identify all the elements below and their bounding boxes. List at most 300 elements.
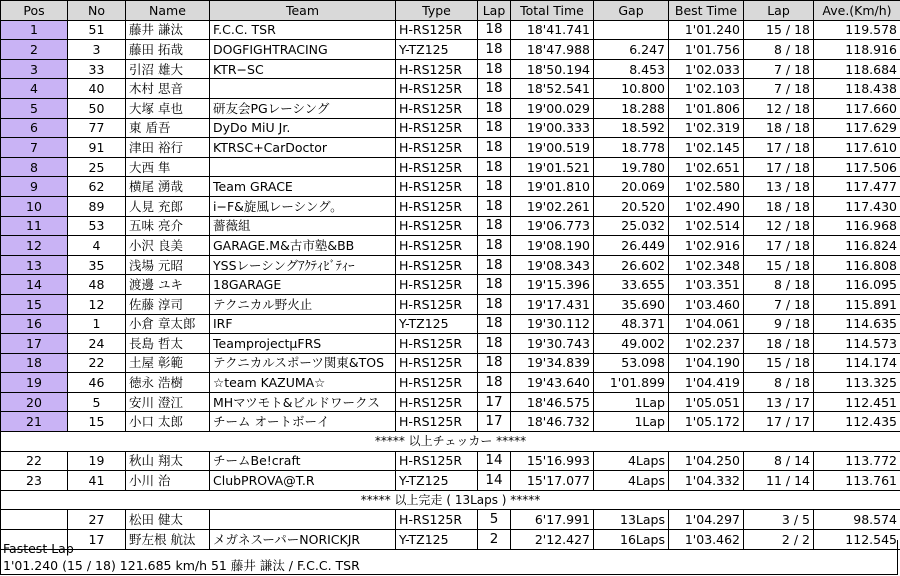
row-total-time: 2'12.427 [511,530,594,550]
row-lap: 18 [478,294,511,314]
table-row [1,59,900,79]
row-team: 研友会PGレーシング [210,98,396,118]
row-pos: 1 [1,20,68,40]
row-best-time: 1'03.462 [669,530,744,550]
row-pos: 17 [1,334,68,354]
row-total-time: 19'15.396 [511,275,594,295]
row-best-time: 1'02.145 [669,138,744,158]
row-type: H-RS125R [396,20,478,40]
row-average-speed: 118.438 [814,79,900,99]
row-no: 1 [68,314,126,334]
row-name: 津田 裕行 [126,138,210,158]
row-team: テクニカルスポーツ関東&TOS [210,353,396,373]
header-type: Type [396,1,478,21]
row-gap: 4Laps [594,471,669,491]
row-best-time: 1'03.351 [669,275,744,295]
row-total-time: 18'50.194 [511,59,594,79]
row-best-lap: 9 / 18 [744,314,814,334]
row-best-lap: 12 / 18 [744,98,814,118]
row-gap: 49.002 [594,334,669,354]
header-team: Team [210,1,396,21]
row-total-time: 19'00.519 [511,138,594,158]
row-pos: 20 [1,392,68,412]
row-name: 東 盾吾 [126,118,210,138]
row-best-lap: 18 / 18 [744,196,814,216]
row-name: 藤井 謙汰 [126,20,210,40]
row-gap: 25.032 [594,216,669,236]
row-no: 25 [68,157,126,177]
row-pos: 9 [1,177,68,197]
row-average-speed: 118.916 [814,40,900,60]
table-row [1,412,900,432]
row-pos: 8 [1,157,68,177]
row-lap: 2 [478,530,511,550]
row-best-lap: 7 / 18 [744,294,814,314]
row-best-lap: 17 / 18 [744,138,814,158]
row-total-time: 18'47.988 [511,40,594,60]
row-best-time: 1'04.250 [669,451,744,471]
row-average-speed: 113.772 [814,451,900,471]
row-best-lap: 12 / 18 [744,216,814,236]
row-type: H-RS125R [396,510,478,530]
fastest-lap-box [0,540,898,575]
row-best-lap: 2 / 2 [744,530,814,550]
table-row [1,40,900,60]
row-type: H-RS125R [396,255,478,275]
table-row [1,392,900,412]
table-row [1,294,900,314]
row-name: 人見 充郎 [126,196,210,216]
row-gap: 1Lap [594,392,669,412]
row-pos: 11 [1,216,68,236]
row-best-time: 1'04.061 [669,314,744,334]
row-type: Y-TZ125 [396,471,478,491]
row-best-time: 1'05.172 [669,412,744,432]
row-name: 藤田 拓哉 [126,40,210,60]
row-team: 薔薇組 [210,216,396,236]
row-best-lap: 13 / 18 [744,177,814,197]
table-row [1,314,900,334]
row-average-speed: 116.095 [814,275,900,295]
row-name: 引沼 雄大 [126,59,210,79]
row-average-speed: 114.573 [814,334,900,354]
row-no: 33 [68,59,126,79]
table-row [1,20,900,40]
row-total-time: 19'30.743 [511,334,594,354]
row-name: 土屋 彰範 [126,353,210,373]
header-total-time: Total Time [511,1,594,21]
row-best-lap: 18 / 18 [744,334,814,354]
row-team: KTR−SC [210,59,396,79]
row-best-time: 1'02.237 [669,334,744,354]
row-team: ☆team KAZUMA☆ [210,373,396,393]
row-type: Y-TZ125 [396,40,478,60]
row-gap: 18.778 [594,138,669,158]
row-average-speed: 116.808 [814,255,900,275]
row-best-time: 1'04.297 [669,510,744,530]
table-row [1,79,900,99]
table-row [1,196,900,216]
row-type: H-RS125R [396,59,478,79]
table-row [1,451,900,471]
row-best-lap: 17 / 18 [744,236,814,256]
row-name: 徳永 浩樹 [126,373,210,393]
table-row [1,118,900,138]
row-type: H-RS125R [396,138,478,158]
row-no: 3 [68,40,126,60]
row-no: 53 [68,216,126,236]
row-team: ClubPROVA@T.R [210,471,396,491]
header-name: Name [126,1,210,21]
row-average-speed: 117.506 [814,157,900,177]
row-team: F.C.C. TSR [210,20,396,40]
row-no: 35 [68,255,126,275]
row-best-lap: 8 / 18 [744,373,814,393]
row-lap: 18 [478,118,511,138]
row-type: H-RS125R [396,79,478,99]
row-type: Y-TZ125 [396,530,478,550]
row-best-time: 1'02.916 [669,236,744,256]
row-best-lap: 17 / 17 [744,412,814,432]
row-pos: 14 [1,275,68,295]
table-row [1,138,900,158]
row-gap: 18.288 [594,98,669,118]
fastest-lap-text: 1'01.240 (15 / 18) 121.685 km/h 51 藤井 謙汰 / F.C.C. TSR [3,558,360,573]
row-team: TeamprojectμFRS [210,334,396,354]
checker-separator: ***** 以上チェッカー ***** [1,432,900,452]
row-average-speed: 114.635 [814,314,900,334]
row-lap: 17 [478,412,511,432]
row-best-time: 1'02.651 [669,157,744,177]
row-average-speed: 98.574 [814,510,900,530]
row-type: H-RS125R [396,392,478,412]
row-pos: 19 [1,373,68,393]
row-total-time: 18'46.732 [511,412,594,432]
row-total-time: 6'17.991 [511,510,594,530]
row-no: 19 [68,451,126,471]
row-lap: 18 [478,314,511,334]
row-lap: 18 [478,334,511,354]
header-best-time: Best Time [669,1,744,21]
row-type: H-RS125R [396,412,478,432]
row-best-lap: 7 / 18 [744,79,814,99]
row-average-speed: 112.545 [814,530,900,550]
row-average-speed: 116.968 [814,216,900,236]
row-best-lap: 8 / 14 [744,451,814,471]
row-team: チーム オートボーイ [210,412,396,432]
row-total-time: 18'52.541 [511,79,594,99]
row-pos: 22 [1,451,68,471]
row-lap: 18 [478,373,511,393]
row-gap: 1Lap [594,412,669,432]
row-average-speed: 114.174 [814,353,900,373]
row-type: H-RS125R [396,118,478,138]
row-no: 48 [68,275,126,295]
row-pos: 21 [1,412,68,432]
row-average-speed: 116.824 [814,236,900,256]
row-pos: 2 [1,40,68,60]
row-no: 40 [68,79,126,99]
row-team: MHマツモト&ビルドワークス [210,392,396,412]
row-best-lap: 15 / 18 [744,255,814,275]
row-team [210,510,396,530]
row-total-time: 18'41.741 [511,20,594,40]
row-type: H-RS125R [396,98,478,118]
table-row [1,216,900,236]
row-total-time: 19'01.810 [511,177,594,197]
row-team: YSSレーシングｱｸﾃｨﾋﾞﾃｨｰ [210,255,396,275]
row-gap: 4Laps [594,451,669,471]
header-pos: Pos [1,1,68,21]
row-team: テクニカル野火止 [210,294,396,314]
row-pos: 3 [1,59,68,79]
table-row [1,353,900,373]
row-total-time: 15'16.993 [511,451,594,471]
row-best-time: 1'01.756 [669,40,744,60]
row-name: 秋山 翔太 [126,451,210,471]
row-type: H-RS125R [396,373,478,393]
row-best-time: 1'02.514 [669,216,744,236]
row-pos: 13 [1,255,68,275]
row-best-lap: 17 / 18 [744,157,814,177]
row-lap: 18 [478,59,511,79]
row-average-speed: 112.435 [814,412,900,432]
row-type: H-RS125R [396,334,478,354]
row-total-time: 19'17.431 [511,294,594,314]
row-team: DyDo MiU Jr. [210,118,396,138]
row-average-speed: 117.477 [814,177,900,197]
table-row [1,471,900,491]
row-best-time: 1'02.103 [669,79,744,99]
row-name: 小口 太郎 [126,412,210,432]
row-no: 41 [68,471,126,491]
row-best-time: 1'02.490 [669,196,744,216]
row-name: 長島 哲太 [126,334,210,354]
row-lap: 18 [478,98,511,118]
row-average-speed: 117.430 [814,196,900,216]
row-no: 27 [68,510,126,530]
row-total-time: 19'00.333 [511,118,594,138]
row-pos: 18 [1,353,68,373]
row-best-time: 1'01.806 [669,98,744,118]
row-average-speed: 117.610 [814,138,900,158]
row-name: 小沢 良美 [126,236,210,256]
row-no: 77 [68,118,126,138]
row-gap: 35.690 [594,294,669,314]
row-gap: 10.800 [594,79,669,99]
row-best-time: 1'02.033 [669,59,744,79]
row-no: 89 [68,196,126,216]
row-gap: 53.098 [594,353,669,373]
row-best-lap: 7 / 18 [744,59,814,79]
table-row [1,275,900,295]
row-lap: 18 [478,236,511,256]
row-no: 50 [68,98,126,118]
row-lap: 18 [478,40,511,60]
row-gap: 48.371 [594,314,669,334]
row-no: 12 [68,294,126,314]
row-no: 62 [68,177,126,197]
finish-separator: ***** 以上完走 ( 13Laps ) ***** [1,490,900,510]
row-total-time: 19'08.343 [511,255,594,275]
row-total-time: 19'34.839 [511,353,594,373]
row-name: 松田 健太 [126,510,210,530]
row-lap: 18 [478,157,511,177]
row-best-time: 1'04.332 [669,471,744,491]
row-team: 18GARAGE [210,275,396,295]
row-lap: 18 [478,353,511,373]
row-best-lap: 15 / 18 [744,353,814,373]
row-gap: 33.655 [594,275,669,295]
row-total-time: 19'43.640 [511,373,594,393]
row-no: 46 [68,373,126,393]
row-total-time: 15'17.077 [511,471,594,491]
row-best-time: 1'04.419 [669,373,744,393]
row-type: H-RS125R [396,294,478,314]
row-gap: 8.453 [594,59,669,79]
row-best-lap: 3 / 5 [744,510,814,530]
row-average-speed: 115.891 [814,294,900,314]
row-no: 15 [68,412,126,432]
row-pos: 7 [1,138,68,158]
row-name: 横尾 湧哉 [126,177,210,197]
header-no: No [68,1,126,21]
row-gap: 26.602 [594,255,669,275]
row-lap: 5 [478,510,511,530]
row-total-time: 19'06.773 [511,216,594,236]
row-team: メガネスーパーNORICKJR [210,530,396,550]
row-no: 17 [68,530,126,550]
row-lap: 17 [478,392,511,412]
header-row [1,1,900,21]
row-pos: 15 [1,294,68,314]
row-best-lap: 8 / 18 [744,275,814,295]
row-no: 24 [68,334,126,354]
row-lap: 18 [478,177,511,197]
row-no: 5 [68,392,126,412]
row-name: 浅場 元昭 [126,255,210,275]
row-team: GARAGE.M&古市塾&BB [210,236,396,256]
row-best-lap: 15 / 18 [744,20,814,40]
row-lap: 18 [478,196,511,216]
row-team: DOGFIGHTRACING [210,40,396,60]
row-team [210,157,396,177]
row-type: H-RS125R [396,275,478,295]
row-best-time: 1'05.051 [669,392,744,412]
row-name: 小倉 章太郎 [126,314,210,334]
row-type: H-RS125R [396,216,478,236]
header-average-speed: Ave.(Km/h) [814,1,900,21]
row-average-speed: 117.629 [814,118,900,138]
row-name: 大西 隼 [126,157,210,177]
row-gap: 1'01.899 [594,373,669,393]
row-total-time: 19'30.112 [511,314,594,334]
row-best-time: 1'01.240 [669,20,744,40]
row-best-lap: 11 / 14 [744,471,814,491]
row-best-time: 1'02.319 [669,118,744,138]
row-gap: 20.520 [594,196,669,216]
row-team [210,79,396,99]
row-gap: 18.592 [594,118,669,138]
row-no: 91 [68,138,126,158]
finish-separator-row [1,490,900,510]
row-pos: 16 [1,314,68,334]
row-gap: 26.449 [594,236,669,256]
row-best-lap: 18 / 18 [744,118,814,138]
row-lap: 14 [478,471,511,491]
row-gap: 13Laps [594,510,669,530]
row-lap: 18 [478,138,511,158]
row-average-speed: 118.684 [814,59,900,79]
row-gap [594,20,669,40]
table-row [1,373,900,393]
row-total-time: 19'08.190 [511,236,594,256]
row-best-lap: 13 / 17 [744,392,814,412]
row-average-speed: 117.660 [814,98,900,118]
table-row [1,157,900,177]
row-best-lap: 8 / 18 [744,40,814,60]
row-average-speed: 112.451 [814,392,900,412]
row-lap: 18 [478,79,511,99]
row-type: H-RS125R [396,157,478,177]
row-lap: 18 [478,255,511,275]
row-name: 安川 澄江 [126,392,210,412]
table-row [1,255,900,275]
row-team: Team GRACE [210,177,396,197]
row-name: 木村 思音 [126,79,210,99]
row-pos [1,510,68,530]
row-type: H-RS125R [396,196,478,216]
row-best-time: 1'04.190 [669,353,744,373]
row-team: IRF [210,314,396,334]
row-name: 五味 亮介 [126,216,210,236]
row-type: H-RS125R [396,177,478,197]
header-best-lap: Lap [744,1,814,21]
row-type: H-RS125R [396,353,478,373]
row-lap: 18 [478,216,511,236]
row-type: H-RS125R [396,451,478,471]
row-average-speed: 119.578 [814,20,900,40]
row-no: 4 [68,236,126,256]
row-type: Y-TZ125 [396,314,478,334]
row-pos: 12 [1,236,68,256]
table-row [1,510,900,530]
row-name: 渡邊 ユキ [126,275,210,295]
table-row [1,334,900,354]
row-pos: 6 [1,118,68,138]
row-gap: 19.780 [594,157,669,177]
row-pos: 23 [1,471,68,491]
row-pos: 4 [1,79,68,99]
row-no: 51 [68,20,126,40]
row-best-time: 1'02.348 [669,255,744,275]
row-best-time: 1'03.460 [669,294,744,314]
row-lap: 18 [478,275,511,295]
header-lap: Lap [478,1,511,21]
row-gap: 6.247 [594,40,669,60]
row-best-time: 1'02.580 [669,177,744,197]
row-gap: 16Laps [594,530,669,550]
row-lap: 14 [478,451,511,471]
row-average-speed: 113.761 [814,471,900,491]
row-total-time: 18'46.575 [511,392,594,412]
checker-separator-row [1,432,900,452]
fastest-lap-title: Fastest Lap [3,541,74,556]
row-team: KTRSC+CarDoctor [210,138,396,158]
row-gap: 20.069 [594,177,669,197]
row-team: i−F&旋風レーシング。 [210,196,396,216]
row-name: 大塚 卓也 [126,98,210,118]
